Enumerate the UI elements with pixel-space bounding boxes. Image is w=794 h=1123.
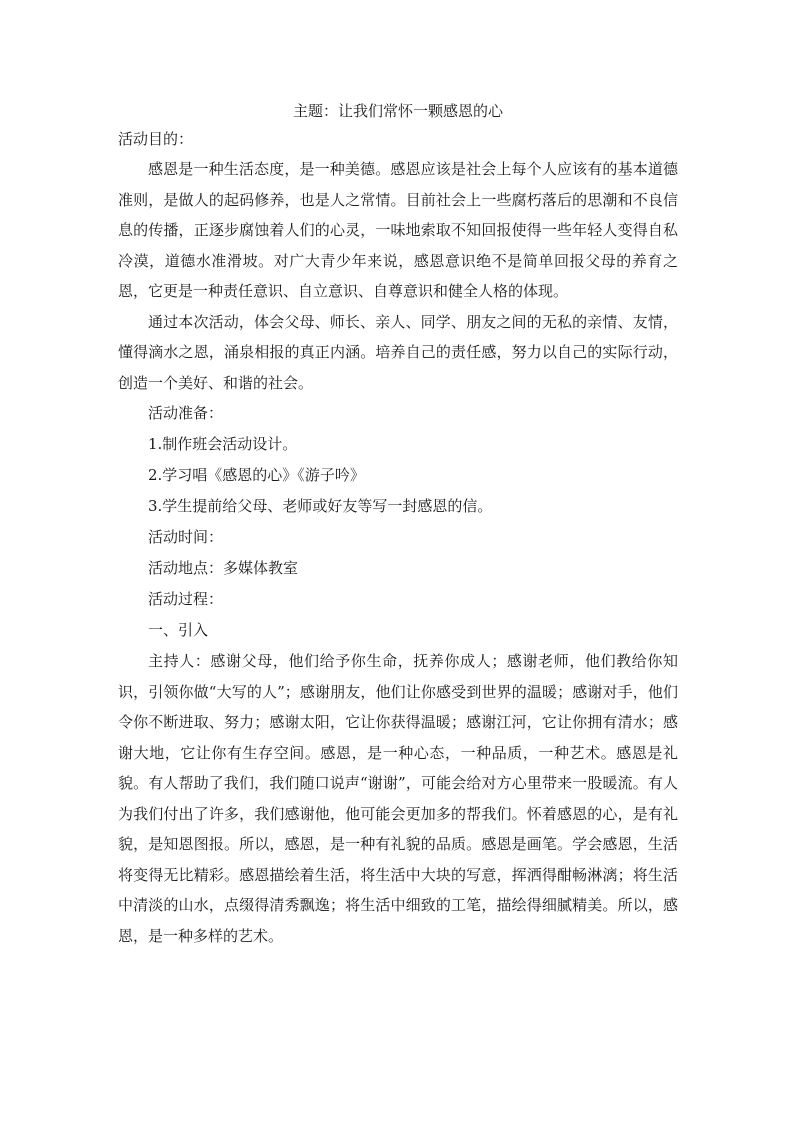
paragraph-purpose: 感恩是一种生活态度，是一种美德。感恩应该是社会上每个人应该有的基本道德准则，是做人的起码修养，也是人之常情。目前社会上一些腐朽落后的思潮和不良信息的传播，正逐步腐蚀着人们的心灵，一味地索取不知回报使得一些年轻人变得自私冷漠，道德水准滑坡。对广大青少年来说，感恩意识绝不是简单回报父母的养育之恩，它更是一种责任意识、自立意识、自尊意识和健全人格的体现。 [118,160,678,300]
purpose-label: 活动目的： [118,130,194,148]
document-title: 主题：让我们常怀一颗感恩的心 [292,102,503,120]
prep-item-1: 1.制作班会活动设计。 [148,435,298,453]
paragraph-host: 主持人：感谢父母，他们给予你生命，抚养你成人；感谢老师，他们教给你知识，引领你做“大写的人”；感谢朋友，他们让你感受到世界的温暖；感谢对手，他们令你不断进取、努力；感谢太阳，它让你获得温暖；感谢江河，它让你拥有清水；感谢大地，它让你有生存空间。感恩，是一种心态，一种品质，一种艺术。感恩是礼貌。有人帮助了我们，我们随口说声“谢谢”，可能会给对方心里带来一股暖流。有人为我们付出了许多，我们感谢他，他可能会更加多的帮我们。怀着感恩的心，是有礼貌，是知恩图报。所以，感恩，是一种有礼貌的品质。感恩是画笔。学会感恩，生活将变得无比精彩。感恩描绘着生活，将生活中大块的写意，挥洒得酣畅淋漓；将生活中清淡的山水，点缀得清秀飘逸；将生活中细致的工笔，描绘得细腻精美。所以，感恩，是一种多样的艺术。 [118,652,678,945]
place-label: 活动地点：多媒体教室 [148,559,299,577]
document-page [118,98,678,951]
time-label: 活动时间： [148,528,224,546]
paragraph-goal: 通过本次活动，体会父母、师长、亲人、同学、朋友之间的无私的亲情、友情，懂得滴水之恩，涌泉相报的真正内涵。培养自己的责任感，努力以自己的实际行动，创造一个美好、和谐的社会。 [118,312,678,392]
process-label: 活动过程： [148,590,224,608]
prep-item-3: 3.学生提前给父母、老师或好友等写一封感恩的信。 [148,497,493,515]
section-heading-intro: 一、引入 [148,621,209,639]
prep-item-2: 2.学习唱《感恩的心》《游子吟》 [148,466,365,484]
prep-label: 活动准备： [148,404,224,422]
